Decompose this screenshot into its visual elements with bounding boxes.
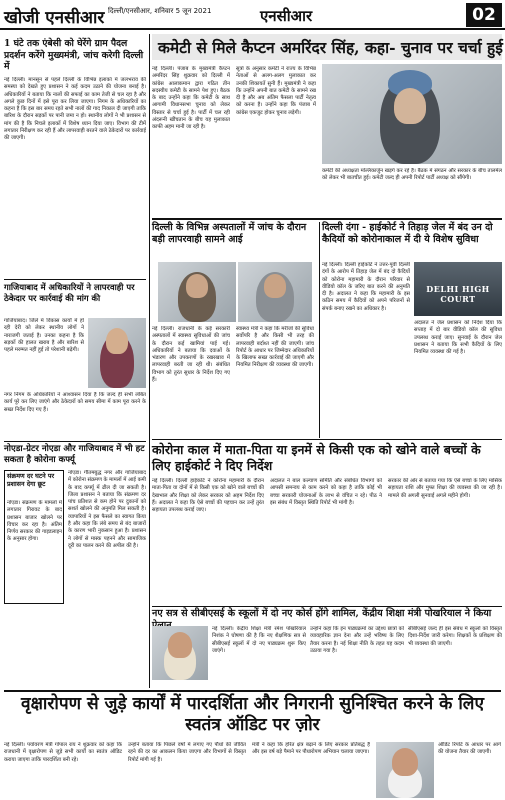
cbse-story-body-col-2: उन्होंने कहा कि इन पाठ्यक्रमों का उद्देश्य छात्रों को व्यावहारिक ज्ञान देना और उन्हें भविष्य के लिए तैयार करना है। नई शिक्षा नीति के तहत यह कदम उठाया गया है।: [310, 626, 404, 654]
sidebar-box-body: नोएडा। संक्रमण के मामलों में लगातार गिरावट के बाद प्रशासन बाजार खोलने पर विचार कर रहा है। अंतिम निर्णय सरकार की गाइडलाइन के अनुसार होगा।: [7, 500, 62, 543]
bottom-story-headline: वृक्षारोपण से जुड़े कार्यों में पारदर्शिता और निगरानी सुनिश्चित करने के लिए स्वतंत्र ऑडिट पर ज़ोर: [21, 694, 484, 735]
section-divider: [152, 218, 502, 220]
bottom-story-body-col-2: उन्होंने बताया कि पिछले वर्षों में लगाए गए पौधों की जीवित रहने की दर का आकलन किया जाएगा और विभागों से विस्तृत रिपोर्ट मांगी गई है।: [128, 742, 246, 763]
left-story-3-headline: नोएडा-ग्रेटर नोएडा और गाजियाबाद में भी हट सकता है कोरोना कर्फ्यू: [4, 444, 145, 465]
left-story-2-photo: [88, 318, 146, 388]
high-court-story-headline: दिल्ली दंगा - हाईकोर्ट ने तिहाड़ जेल में बंद उन दो कैदियों को कोरोनाकाल में दी ये विशेष सुविधा: [322, 222, 493, 245]
section-title: एनसीआर: [260, 7, 313, 25]
issue-date: दिल्ली/एनसीआर, शनिवार 5 जून 2021: [108, 7, 212, 15]
face-shape: [392, 748, 418, 776]
masthead: [0, 0, 505, 30]
column-divider: [149, 34, 150, 688]
section-divider: [4, 690, 501, 692]
lead-body-col-2: सूत्रों के अनुसार कमेटी ने राज्य के विभिन्न नेताओं से अलग-अलग मुलाकात कर उनकी शिकायतें सुनी हैं। मुख्यमंत्री ने कहा कि उन्होंने अपनी बात कमेटी के सामने रख दी है और अब अंतिम फैसला पार्टी नेतृत्व को करना है। उन्होंने कहा कि पंजाब में कांग्रेस एकजुट होकर चुनाव लड़ेगी।: [236, 66, 316, 116]
lead-body-col-3: कमेटी की अध्यक्षता मल्लिकार्जुन खड़गे कर रहे हैं। बैठक में संगठन और सरकार के बीच तालमेल को लेकर भी बातचीत हुई। कमेटी जल्द ही अपनी रिपोर्ट पार्टी अध्यक्ष को सौंपेगी।: [322, 168, 502, 182]
bottom-story-body-col-3: मंत्री ने कहा कि हरित क्षेत्र बढ़ाने के लिए सरकार प्रतिबद्ध है और इस वर्ष बड़े पैमाने पर पौधारोपण अभियान चलाया जाएगा।: [252, 742, 370, 756]
high-court-story-body-col-2: अदालत ने जेल प्रशासन को निर्देश दिया कि सप्ताह में दो बार वीडियो कॉल की सुविधा उपलब्ध कराई जाए। सुनवाई के दौरान जेल प्रशासन ने बताया कि सभी कैदियों के लिए नियमित व्यवस्था की गई है।: [414, 320, 502, 356]
cbse-story-headline: नए सत्र से सीबीएसई के स्कूलों में दो नए कोर्स होंगे शामिल, केंद्रीय शिक्षा मंत्री पोखरियाल ने किया: [152, 608, 492, 619]
lead-headline: कमेटी से मिले कैप्टन अमरिंदर सिंह, कहा- चुनाव पर चर्चा हुई: [158, 38, 503, 57]
face-shape: [168, 632, 192, 658]
hospital-story-headline: दिल्ली के विभिन्न अस्पतालों में जांच के दौरान बड़ी लापरवाही सामने आई: [152, 222, 307, 245]
cbse-story-photo: [152, 626, 208, 680]
face-shape: [186, 274, 208, 298]
bottom-story-body-col-4: ऑडिट रिपोर्ट के आधार पर आगे की योजना तैयार की जाएगी।: [438, 742, 501, 756]
corona-story-body-col-3: सरकार की ओर से बताया गया कि ऐसे बच्चों के लिए मासिक सहायता राशि और मुफ्त शिक्षा की व्यवस्था की जा रही है। मामले की अगली सुनवाई अगले महीने होगी।: [388, 478, 502, 499]
left-story-2-body-2: नगर निगम के अधिकारियों ने आश्वासन दिया है कि जल्द ही सभी लंबित कार्य पूरे कर लिए जाएंगे और ठेकेदारों को समय सीमा में काम पूरा करने के सख्त निर्देश दिए गए हैं।: [4, 392, 146, 413]
face-shape: [106, 328, 128, 354]
section-divider: [4, 441, 146, 442]
hospital-story-body-col-1: नई दिल्ली। राजधानी के कई सरकारी अस्पतालों में स्वास्थ्य सुविधाओं की जांच के दौरान कई खामियां पाई गईं। अधिकारियों ने बताया कि दवाओं के भंडारण और उपकरणों के रखरखाव में लापरवाही बरती जा रही थी। संबंधित विभाग को तुरंत सुधार के निर्देश दिए गए हैं।: [152, 326, 230, 384]
high-court-photo: [414, 262, 502, 316]
left-story-2-body-1: गाजियाबाद। जिले में विकास कार्यों में हो रही देरी को लेकर स्थानीय लोगों ने नाराजगी जताई है। उनका कहना है कि सड़कों की हालत खराब है और बारिश से पहले मरम्मत नहीं हुई तो परेशानी बढ़ेगी।: [4, 318, 84, 354]
left-story-2-headline: गाजियाबाद में अधिकारियों ने लापरवाही पर ठेकेदार पर कार्रवाई की मांग की: [4, 282, 135, 303]
sidebar-box-headline: संक्रमण दर घटने पर प्रशासन देगा छूट: [7, 472, 55, 488]
hospital-story-photo-2: [238, 262, 312, 322]
left-story-1-body: नई दिल्ली। मानसून से पहले दिल्ली के विभिन्न इलाकों में जलभराव की समस्या को देखते हुए प्रशासन ने कई कदम उठाने की योजना बनाई है। अधिकारियों ने बताया कि नालों की सफाई का काम तेजी से चल रहा है और अगले कुछ दिनों में इसे पूरा कर लिया जाएगा। निगम के अधिकारियों का कहना है कि इस बार समय रहते सभी नालों की गाद निकाल दी जाएगी ताकि बारिश के दौरान सड़कों पर पानी जमा न हो। स्थानीय लोगों ने भी प्रशासन से मांग की है कि निचले इलाकों में विशेष ध्यान दिया जाए। विभाग की टीमें लगातार निरीक्षण कर रही हैं और लापरवाही बरतने वाले ठेकेदारों पर कार्रवाई की जाएगी।: [4, 77, 146, 142]
cbse-story-body-col-1: नई दिल्ली। केंद्रीय शिक्षा मंत्री रमेश पोखरियाल निशंक ने घोषणा की है कि नए शैक्षणिक सत्र से सीबीएसई स्कूलों में दो नए पाठ्यक्रम शुरू किए जाएंगे।: [212, 626, 306, 654]
high-court-story-body-col-1: नई दिल्ली। दिल्ली हाईकोर्ट ने उत्तर-पूर्वी दिल्ली दंगों के आरोप में तिहाड़ जेल में बंद दो कैदियों को कोरोना महामारी के दौरान परिवार से वीडियो कॉल के जरिए बात करने की अनुमति दी है। अदालत ने कहा कि महामारी के इस कठिन समय में कैदियों को अपने परिजनों से संपर्क बनाए रखने का अधिकार है।: [322, 262, 410, 312]
lead-body-col-1: नई दिल्ली। पंजाब के मुख्यमंत्री कैप्टन अमरिंदर सिंह शुक्रवार को दिल्ली में कांग्रेस आलाकमान द्वारा गठित तीन सदस्यीय कमेटी के सामने पेश हुए। बैठक के बाद उन्होंने कहा कि कमेटी के साथ आगामी विधानसभा चुनाव को लेकर विस्तार से चर्चा हुई है। पार्टी में चल रही अंदरूनी खींचतान के बीच यह मुलाकात काफी अहम मानी जा रही है।: [152, 66, 230, 131]
left-story-1-headline: 1 घंटे तक एंबेसी को घेरेंगे ग्राम पैदल प्रदर्शन करेंगे मुख्यमंत्री, जांच करेगी दिल्ली में: [4, 38, 144, 73]
face-shape: [264, 274, 286, 298]
face-shape: [394, 88, 426, 124]
bottom-story-body-col-1: नई दिल्ली। पर्यावरण मंत्री गोपाल राय ने शुक्रवार को कहा कि राजधानी में वृक्षारोपण से जुड़े सभी कार्यों का स्वतंत्र ऑडिट कराया जाएगा ताकि पारदर्शिता बनी रहे।: [4, 742, 122, 763]
section-divider: [319, 222, 320, 438]
corona-story-body-col-1: नई दिल्ली। दिल्ली हाईकोर्ट ने कोरोना महामारी के दौरान माता-पिता या दोनों में से किसी एक को खोने वाले बच्चों की देखभाल और शिक्षा को लेकर सरकार को अहम निर्देश दिए हैं। अदालत ने कहा कि ऐसे बच्चों की पहचान कर उन्हें तुरंत सहायता उपलब्ध कराई जाए।: [152, 478, 264, 514]
section-divider: [152, 439, 502, 440]
hospital-story-body-col-2: स्वास्थ्य मंत्री ने कहा कि मरीजों की सुविधा सर्वोपरि है और किसी भी तरह की लापरवाही बर्दाश्त नहीं की जाएगी। जांच रिपोर्ट के आधार पर जिम्मेदार अधिकारियों के खिलाफ सख्त कार्रवाई की जाएगी और नियमित निरीक्षण की व्यवस्था की जाएगी।: [236, 326, 314, 369]
lead-photo: [322, 64, 502, 164]
section-divider: [4, 279, 146, 280]
page-number: 02: [466, 3, 502, 27]
cbse-story-body-col-3: सीबीएसई जल्द ही इस संबंध में स्कूलों को विस्तृत दिशा-निर्देश जारी करेगा। शिक्षकों के प्रशिक्षण की भी व्यवस्था की जाएगी।: [408, 626, 502, 647]
corona-story-headline: कोरोना काल में माता-पिता या इनमें से किसी एक को खोने वाले बच्चों के लिए हाईकोर्ट ने दिए निर्देश: [152, 442, 481, 473]
left-story-3-body: नोएडा। गौतमबुद्ध नगर और गाजियाबाद में कोरोना संक्रमण के मामलों में आई कमी के बाद कर्फ्यू में ढील दी जा सकती है। जिला प्रशासन ने बताया कि संक्रमण दर पांच प्रतिशत से कम होने पर दुकानों को सशर्त खोलने की अनुमति मिल सकती है। व्यापारियों ने इस फैसले का स्वागत किया है और कहा कि लंबे समय से बंद बाजारों के कारण भारी नुकसान हुआ है। प्रशासन ने लोगों से मास्क पहनने और सामाजिक दूरी का पालन करने की अपील की है।: [68, 470, 146, 549]
newspaper-title: खोजी एनसीआर: [4, 8, 105, 28]
bottom-story-photo: [376, 742, 434, 798]
section-divider: [152, 606, 502, 607]
corona-story-body-col-2: अदालत ने बाल कल्याण समिति और संबंधित विभागों को आपसी समन्वय से काम करने को कहा है ताकि कोई भी बच्चा सरकारी योजनाओं के लाभ से वंचित न रहे। पीठ ने इस संबंध में विस्तृत स्थिति रिपोर्ट भी मांगी है।: [270, 478, 382, 506]
high-court-sign: DELHI HIGH COURT: [426, 284, 490, 304]
hospital-story-photo: [158, 262, 236, 322]
